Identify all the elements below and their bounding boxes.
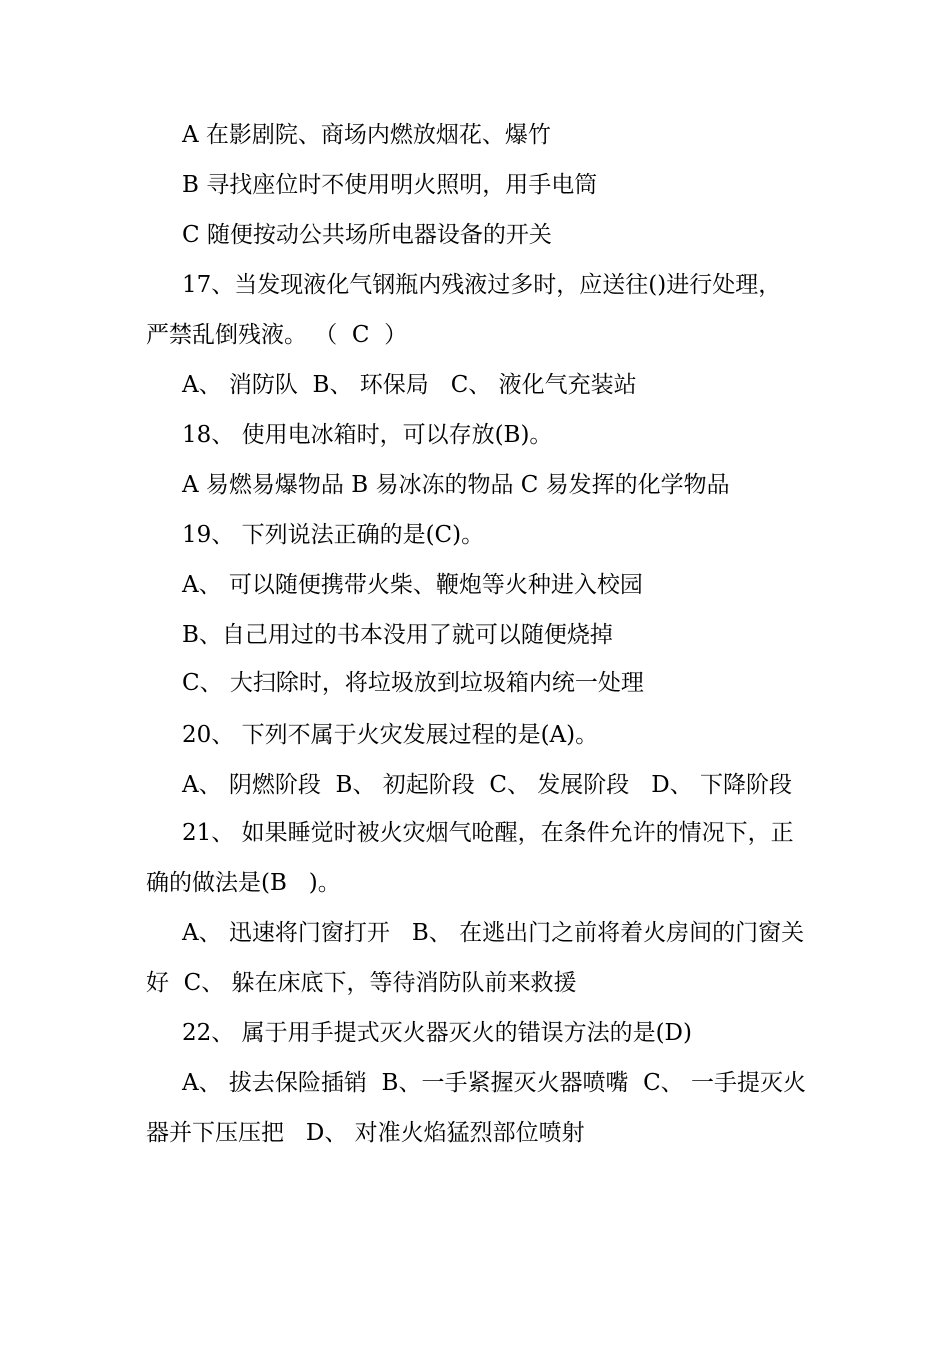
option-line: A 在影剧院、商场内燃放烟花、爆竹 [182, 122, 551, 148]
question-continuation-line: 确的做法是(B )。 [146, 870, 341, 896]
option-line: A 易燃易爆物品 B 易冰冻的物品 C 易发挥的化学物品 [182, 472, 730, 498]
question-line: 20、 下列不属于火灾发展过程的是(A)。 [182, 722, 599, 748]
question-line: 22、 属于用手提式灭火器灭火的错误方法的是(D) [182, 1020, 692, 1046]
question-line: 21、 如果睡觉时被火灾烟气呛醒，在条件允许的情况下，正 [182, 820, 794, 846]
option-continuation-line: 器并下压压把 D、 对准火焰猛烈部位喷射 [146, 1120, 585, 1146]
option-line: C、 大扫除时，将垃圾放到垃圾箱内统一处理 [182, 670, 644, 696]
question-line: 17、当发现液化气钢瓶内残液过多时，应送往()进行处理， [182, 272, 782, 298]
option-line: C 随便按动公共场所电器设备的开关 [182, 222, 552, 248]
option-line: A、 可以随便携带火柴、鞭炮等火种进入校园 [182, 572, 643, 598]
question-line: 19、 下列说法正确的是(C)。 [182, 522, 485, 548]
option-line: A、 迅速将门窗打开 B、 在逃出门之前将着火房间的门窗关 [182, 920, 805, 946]
question-continuation-line: 严禁乱倒残液。 （ C ） [146, 322, 408, 348]
option-line: A、 拔去保险插销 B、一手紧握灭火器喷嘴 C、 一手提灭火 [182, 1070, 806, 1096]
option-line: B 寻找座位时不使用明火照明，用手电筒 [182, 172, 598, 198]
question-line: 18、 使用电冰箱时，可以存放(B)。 [182, 422, 553, 448]
option-line: A、 消防队 B、 环保局 C、 液化气充装站 [182, 372, 637, 398]
option-line: B、自己用过的书本没用了就可以随便烧掉 [182, 622, 613, 648]
option-continuation-line: 好 C、 躲在床底下，等待消防队前来救援 [146, 970, 577, 996]
option-line: A、 阴燃阶段 B、 初起阶段 C、 发展阶段 D、 下降阶段 [182, 772, 792, 798]
